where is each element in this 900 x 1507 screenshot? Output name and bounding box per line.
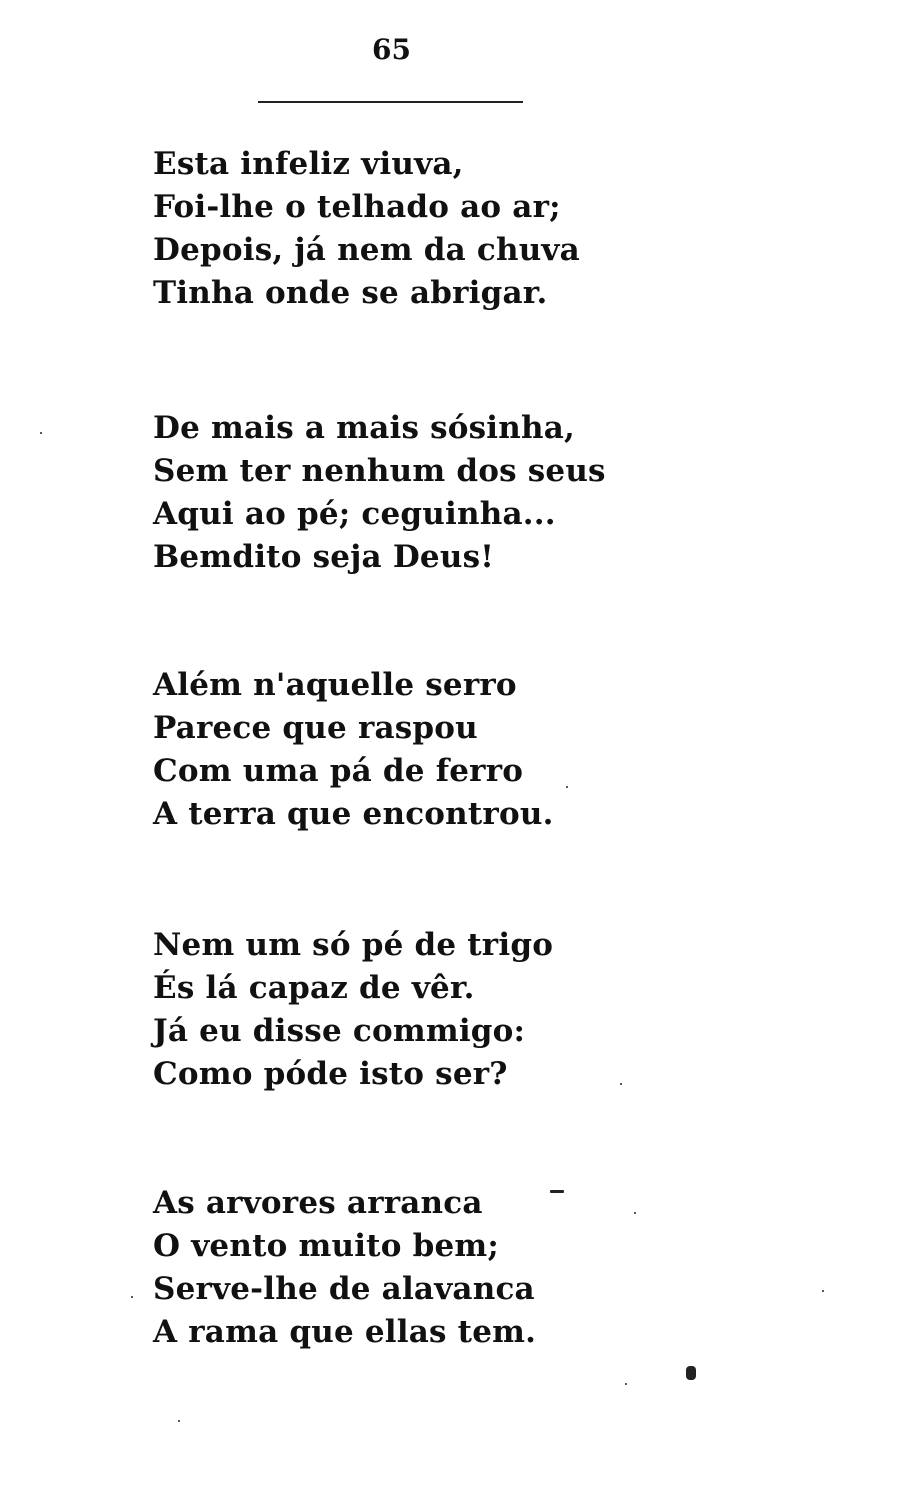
verse-line: A rama que ellas tem. (153, 1314, 537, 1350)
scan-speck (131, 1296, 133, 1298)
stanza-1 (153, 143, 673, 315)
verse-line: Aqui ao pé; ceguinha... (153, 496, 556, 532)
verse-line: Sem ter nenhum dos seus (153, 453, 606, 489)
scan-speck (634, 1212, 636, 1214)
verse-line: Depois, já nem da chuva (153, 232, 580, 268)
verse-line: As arvores arranca (153, 1185, 483, 1221)
verse-line: A terra que encontrou. (153, 796, 554, 832)
verse-line: Serve-lhe de alavanca (153, 1271, 535, 1307)
scan-speck (620, 1083, 622, 1085)
verse-line: Foi-lhe o telhado ao ar; (153, 189, 561, 225)
verse-line: És lá capaz de vêr. (153, 970, 475, 1006)
scan-speck (566, 786, 568, 788)
stanza-3 (153, 664, 673, 836)
scan-speck (822, 1290, 824, 1292)
verse-line: De mais a mais sósinha, (153, 410, 576, 446)
scan-speck (625, 1383, 627, 1385)
verse-line: Já eu disse commigo: (153, 1013, 526, 1049)
stanza-2 (153, 407, 673, 579)
scan-speck (178, 1420, 180, 1422)
verse-line: Como póde isto ser? (153, 1056, 508, 1092)
stanza-5 (153, 1182, 673, 1354)
verse-line: Nem um só pé de trigo (153, 927, 554, 963)
verse-line: Além n'aquelle serro (153, 667, 517, 703)
verse-line: Bemdito seja Deus! (153, 539, 495, 575)
verse-line: Com uma pá de ferro (153, 753, 524, 789)
verse-line: Parece que raspou (153, 710, 478, 746)
stanza-4 (153, 924, 673, 1096)
verse-line: Esta infeliz viuva, (153, 146, 464, 182)
scan-speck (40, 432, 42, 434)
page-number: 65 (372, 33, 411, 66)
scan-speck (550, 1190, 564, 1193)
verse-line: Tinha onde se abrigar. (153, 275, 548, 311)
header-rule (258, 101, 523, 103)
scan-speck (686, 1366, 696, 1380)
verse-line: O vento muito bem; (153, 1228, 500, 1264)
